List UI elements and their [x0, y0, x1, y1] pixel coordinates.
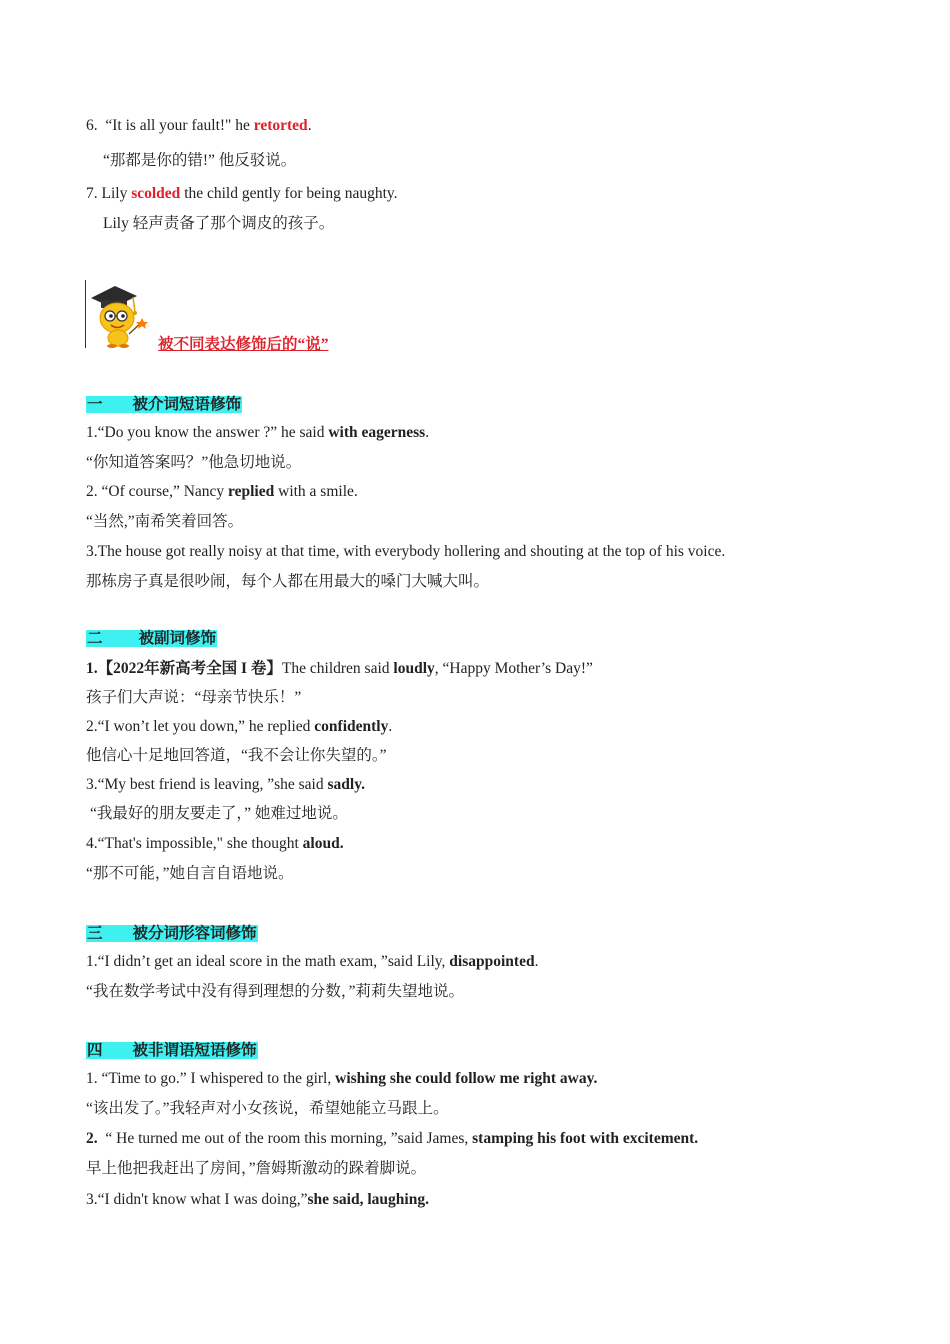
sec4-example-2-translation: 早上他把我赶出了房间，”詹姆斯激动的跺着脚说。: [86, 1160, 427, 1177]
sentence-6-translation: “那都是你的错!” 他反驳说。: [103, 152, 297, 169]
section-2-heading: 二 被副词修饰: [87, 630, 217, 647]
sec1-example-1: 1.“Do you know the answer ?” he said with eagerness.: [86, 424, 430, 441]
sentence-6: 6. “It is all your fault!" he retorted.: [86, 117, 312, 134]
sec2-example-4-translation: “那不可能，”她自言自语地说。: [86, 865, 294, 882]
sec2-example-1: 1.【2022年新高考全国 I 卷】The children said loudly, “Happy Mother’s Day!”: [86, 660, 593, 677]
sec2-example-3: 3.“My best friend is leaving, ”she said sadly.: [86, 776, 365, 793]
sentence-7: 7. Lily scolded the child gently for being naughty.: [86, 185, 398, 202]
section-3-heading: 三 被分词形容词修饰: [87, 925, 257, 942]
section-title: 被不同表达修饰后的“说”: [158, 336, 329, 353]
section-4-heading: 四 被非谓语短语修饰: [87, 1042, 257, 1059]
section-1-heading: 一 被介词短语修饰: [87, 396, 242, 413]
sec1-example-1-translation: “你知道答案吗？”他急切地说。: [86, 454, 302, 471]
sec3-example-1-translation: “我在数学考试中没有得到理想的分数，”莉莉失望地说。: [86, 983, 465, 1000]
sec2-example-3-translation: “我最好的朋友要走了，” 她难过地说。: [90, 805, 348, 822]
sec2-example-4: 4.“That's impossible," she thought aloud.: [86, 835, 344, 852]
graduate-mascot-icon: [87, 278, 149, 348]
sec1-example-3: 3.The house got really noisy at that time, with everybody hollering and shouting at the top of his voice.: [86, 543, 726, 560]
sec4-example-1: 1. “Time to go.” I whispered to the girl, wishing she could follow me right away.: [86, 1070, 598, 1087]
sec4-example-3: 3.“I didn't know what I was doing,”she said, laughing.: [86, 1191, 429, 1208]
sec1-example-3-translation: 那栋房子真是很吵闹，每个人都在用最大的嗓门大喊大叫。: [86, 573, 490, 590]
title-divider: [85, 280, 86, 348]
sec4-example-1-translation: “该出发了。”我轻声对小女孩说，希望她能立马跟上。: [86, 1100, 449, 1117]
sec2-example-1-translation: 孩子们大声说：“母亲节快乐！”: [86, 689, 302, 706]
sec4-example-2: 2. “ He turned me out of the room this morning, ”said James, stamping his foot with excitement.: [86, 1130, 699, 1147]
sec2-example-2: 2.“I won’t let you down,” he replied confidently.: [86, 718, 393, 735]
keyword-retorted: retorted: [253, 117, 308, 134]
sec1-example-2: 2. “Of course,” Nancy replied with a smile.: [86, 483, 358, 500]
sec3-example-1: 1.“I didn’t get an ideal score in the math exam, ”said Lily, disappointed.: [86, 953, 539, 970]
sec2-example-2-translation: 他信心十足地回答道，“我不会让你失望的。”: [86, 747, 387, 764]
sec1-example-2-translation: “当然,”南希笑着回答。: [86, 513, 244, 530]
keyword-scolded: scolded: [131, 185, 181, 202]
sentence-7-translation: Lily 轻声责备了那个调皮的孩子。: [103, 215, 335, 232]
